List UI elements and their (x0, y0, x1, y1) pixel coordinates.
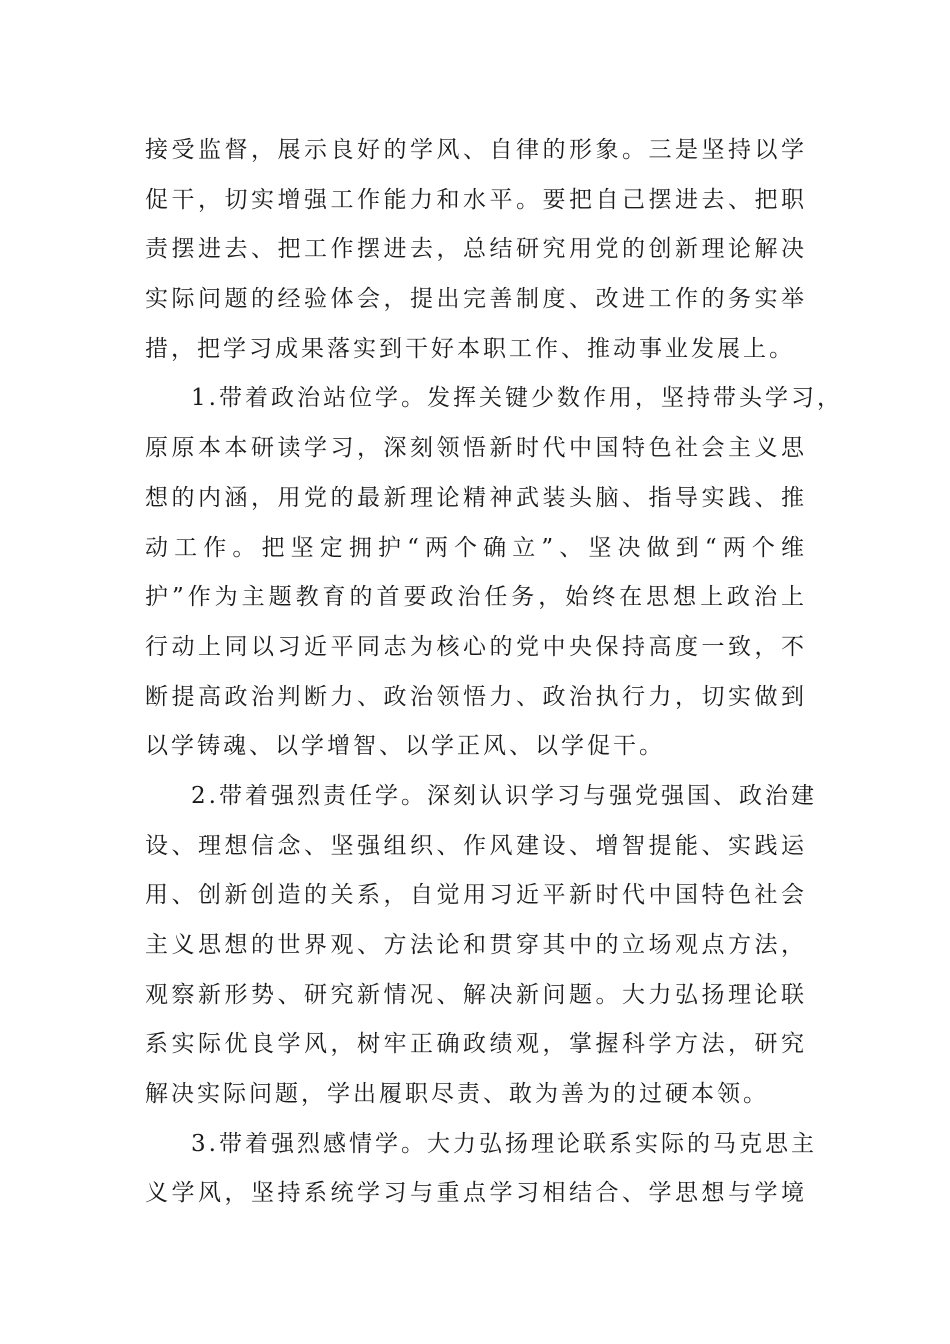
text-line: 1.带着政治站位学。发挥关键少数作用，坚持带头学习， (191, 385, 843, 412)
text-line: 护”作为主题教育的首要政治任务，始终在思想上政治上 (145, 584, 807, 611)
text-line: 想的内涵，用党的最新理论精神武装头脑、指导实践、推 (145, 484, 807, 511)
text-line: 接受监督，展示良好的学风、自律的形象。三是坚持以学 (145, 137, 807, 163)
text-line: 系实际优良学风，树牢正确政绩观，掌握科学方法，研究 (145, 1031, 807, 1058)
paragraph-political-stance (145, 374, 843, 772)
text-line: 2.带着强烈责任学。深刻认识学习与强党强国、政治建 (191, 782, 817, 809)
text-line: 设、理想信念、坚强组织、作风建设、增智提能、实践运 (145, 832, 807, 859)
text-line: 动工作。把坚定拥护“两个确立”、坚决做到“两个维 (145, 534, 807, 561)
paragraph-responsibility (145, 772, 817, 1120)
text-line: 断提高政治判断力、政治领悟力、政治执行力，切实做到 (145, 683, 807, 710)
text-line: 义学风，坚持系统学习与重点学习相结合、学思想与学境 (145, 1180, 807, 1207)
text-line: 实际问题的经验体会，提出完善制度、改进工作的务实举 (145, 286, 807, 313)
text-line: 责摆进去、把工作摆进去，总结研究用党的创新理论解决 (145, 236, 807, 263)
text-line: 解决实际问题，学出履职尽责、敢为善为的过硬本领。 (145, 1081, 769, 1108)
text-line: 观察新形势、研究新情况、解决新问题。大力弘扬理论联 (145, 981, 807, 1008)
text-line: 用、创新创造的关系，自觉用习近平新时代中国特色社会 (145, 882, 807, 909)
paragraph-continuation (145, 126, 807, 374)
text-line: 原原本本研读学习，深刻领悟新时代中国特色社会主义思 (145, 435, 807, 462)
body-text (145, 126, 843, 1219)
text-line: 主义思想的世界观、方法论和贯穿其中的立场观点方法， (145, 932, 807, 958)
text-line: 措，把学习成果落实到干好本职工作、推动事业发展上。 (145, 335, 795, 362)
text-line: 以学铸魂、以学增智、以学正风、以学促干。 (145, 733, 665, 760)
text-line: 3.带着强烈感情学。大力弘扬理论联系实际的马克思主 (191, 1130, 817, 1157)
text-line: 行动上同以习近平同志为核心的党中央保持高度一致，不 (145, 633, 807, 660)
text-line: 促干，切实增强工作能力和水平。要把自己摆进去、把职 (145, 186, 807, 213)
paragraph-feeling (145, 1120, 817, 1219)
